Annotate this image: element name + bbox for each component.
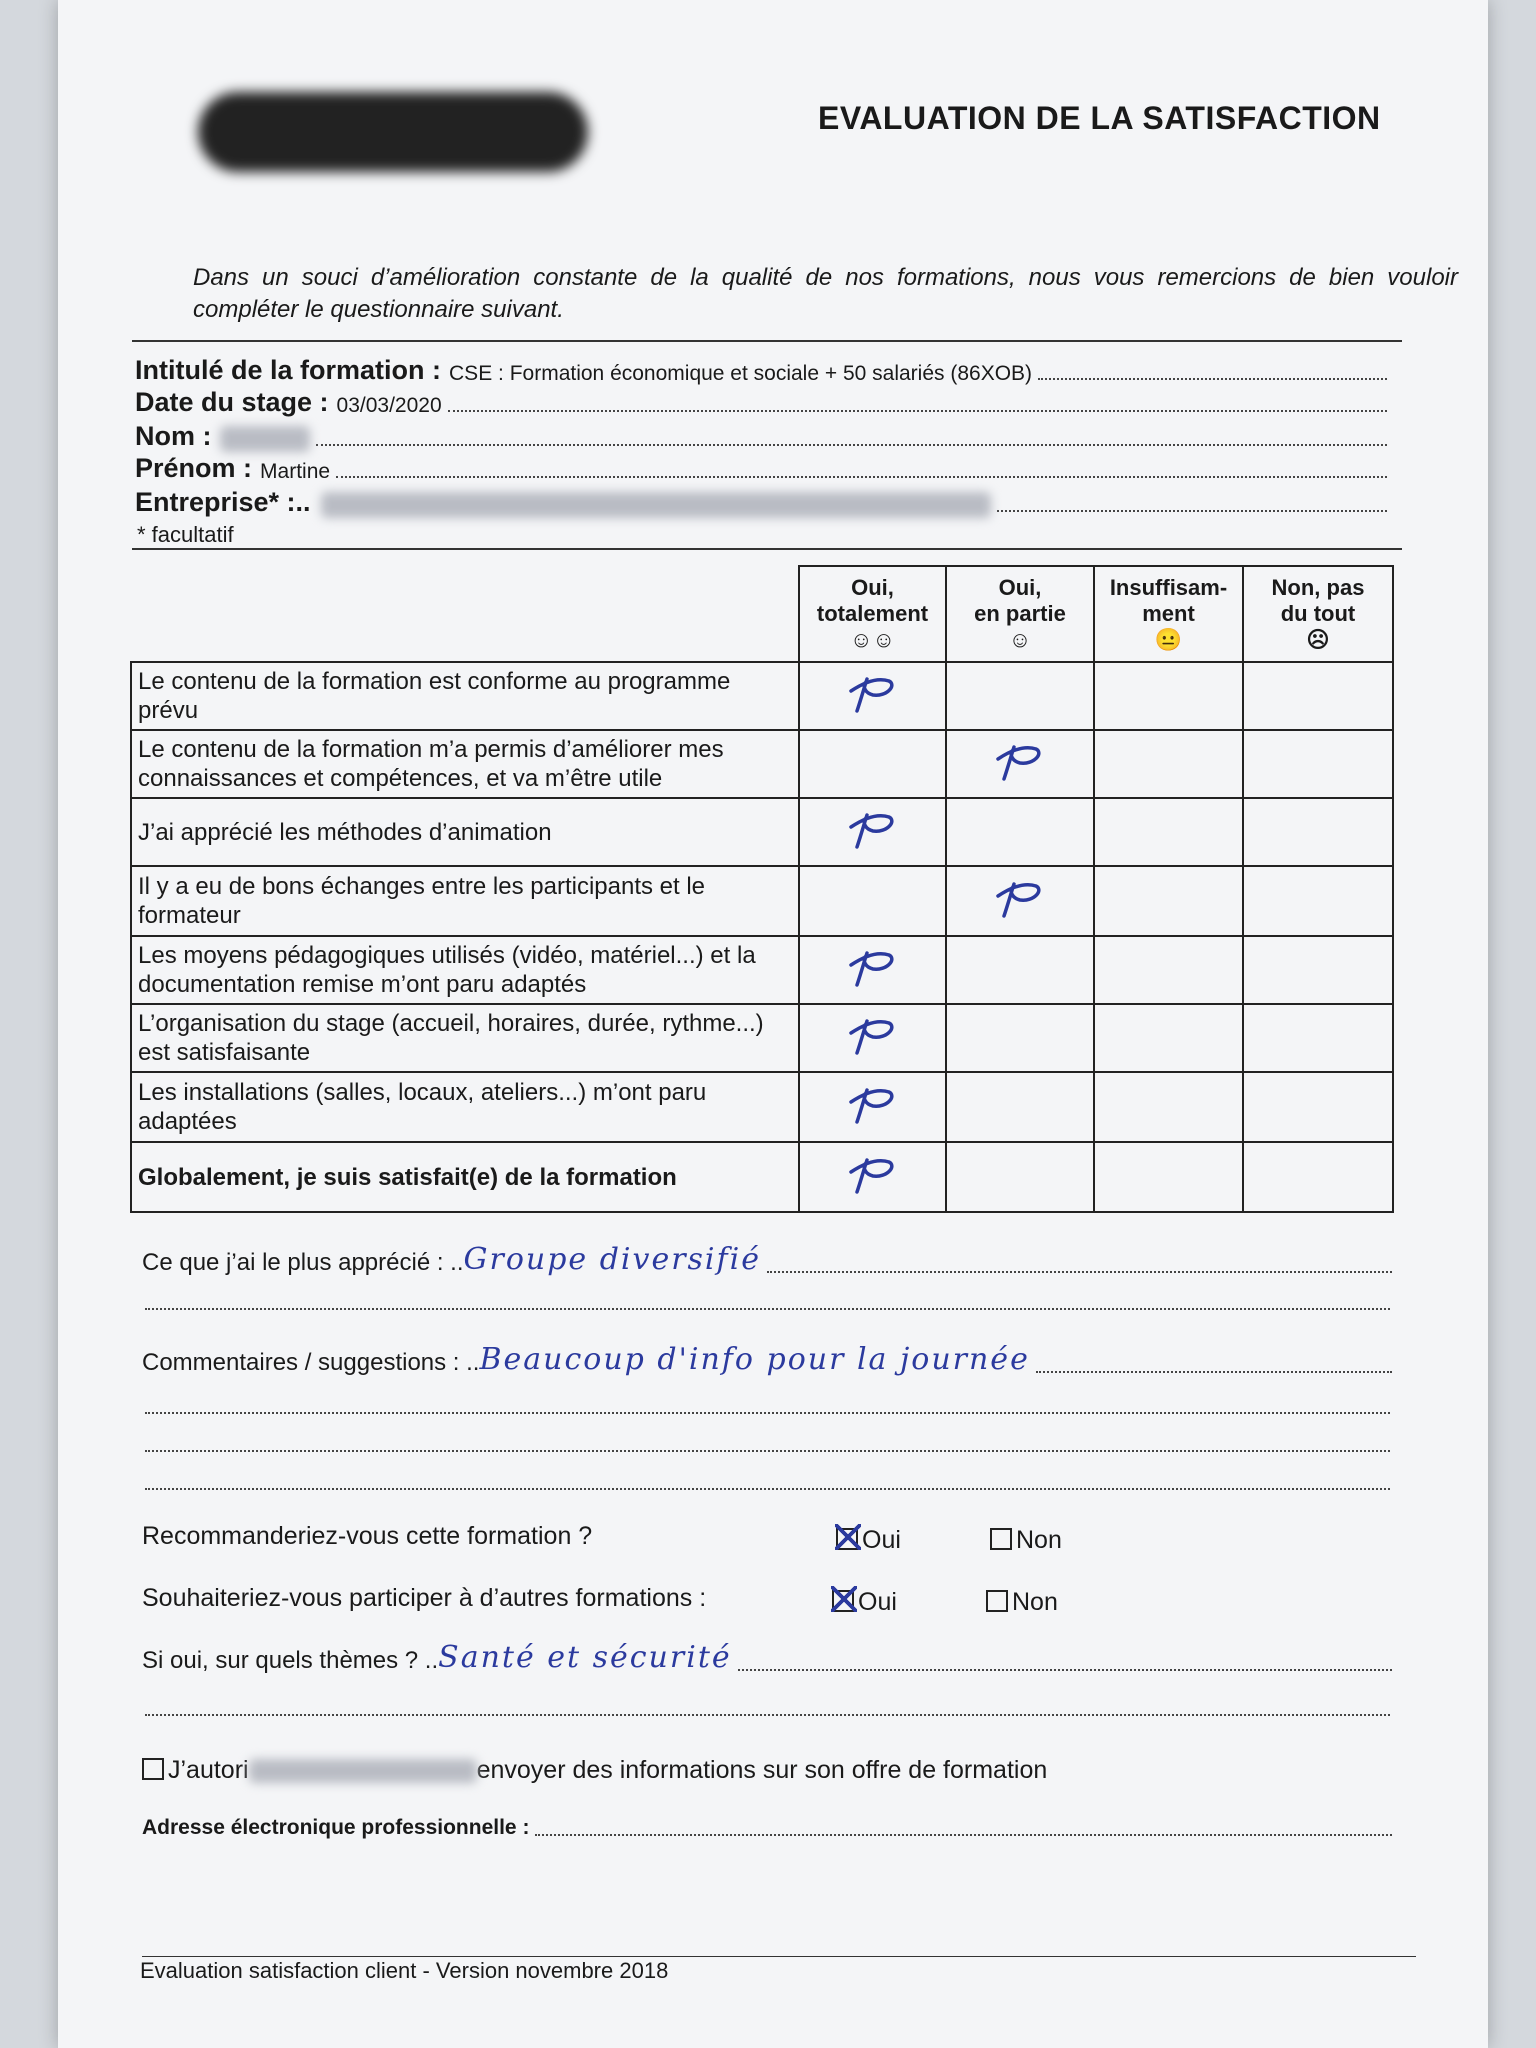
answer-cell[interactable]	[1243, 798, 1393, 866]
col-oui-totalement: Oui, totalement ☺☺	[799, 566, 946, 662]
answer-cell[interactable]	[946, 662, 1094, 730]
answer-cell[interactable]	[1243, 730, 1393, 798]
answer-cell[interactable]	[946, 730, 1094, 798]
question-text: Les installations (salles, locaux, ateliers...) m’ont paru adaptées	[131, 1072, 799, 1142]
table-row	[131, 866, 1393, 936]
divider	[132, 548, 1402, 550]
question-text: Le contenu de la formation est conforme au programme prévu	[131, 662, 799, 730]
checkmark-icon	[843, 1013, 903, 1059]
autres-non-option[interactable]: Non	[986, 1588, 1058, 1617]
table-row	[131, 936, 1393, 1004]
answer-cell[interactable]	[799, 1072, 946, 1142]
answer-cell[interactable]	[1094, 1004, 1243, 1072]
intitule-label: Intitulé de la formation :	[135, 355, 442, 385]
table-row	[131, 1004, 1393, 1072]
themes-answer: Santé et sécurité	[438, 1640, 732, 1675]
redacted-name	[220, 426, 310, 452]
checkbox-icon[interactable]	[990, 1528, 1012, 1550]
answer-cell[interactable]	[1243, 662, 1393, 730]
answer-cell[interactable]	[799, 1142, 946, 1212]
blurred-logo	[198, 92, 588, 172]
answer-cell[interactable]	[799, 866, 946, 936]
intro-text: Dans un souci d’amélioration constante de la qualité de nos formations, nous vous remercions de bien vouloir compléter le questionnaire suivant.	[193, 264, 1458, 323]
divider	[132, 340, 1402, 342]
checkmark-icon	[843, 671, 903, 717]
prenom-label: Prénom :	[135, 453, 253, 483]
autres-oui-option[interactable]: Oui	[832, 1588, 897, 1617]
answer-cell[interactable]	[1243, 1004, 1393, 1072]
answer-cell[interactable]	[946, 866, 1094, 936]
entreprise-label: Entreprise* :..	[135, 487, 311, 517]
date-field[interactable]	[135, 386, 1387, 418]
themes-label: Si oui, sur quels thèmes ? ..	[142, 1647, 439, 1674]
commentaires-answer: Beaucoup d'info pour la journée	[479, 1342, 1030, 1377]
answer-cell[interactable]	[1094, 798, 1243, 866]
prenom-field[interactable]	[135, 452, 1387, 484]
question-text: Le contenu de la formation m’a permis d’améliorer mes connaissances et compétences, et va m’être utile	[131, 730, 799, 798]
intitule-value: CSE : Formation économique et sociale + 50 salariés (86XOB)	[449, 362, 1033, 385]
table-row	[131, 662, 1393, 730]
checkmark-icon	[843, 1082, 903, 1128]
form-title: EVALUATION DE LA SATISFACTION	[818, 100, 1381, 136]
question-text: Globalement, je suis satisfait(e) de la formation	[131, 1142, 799, 1212]
themes-field[interactable]	[142, 1640, 1392, 1675]
col-non-pas-du-tout: Non, pas du tout ☹	[1243, 566, 1393, 662]
prenom-value: Martine	[260, 460, 331, 483]
checkmark-icon	[843, 807, 903, 853]
recommander-oui-option[interactable]: Oui	[836, 1526, 901, 1555]
answer-cell[interactable]	[1243, 936, 1393, 1004]
table-row	[131, 1142, 1393, 1212]
col-oui-en-partie: Oui, en partie ☺	[946, 566, 1094, 662]
table-header	[131, 566, 1393, 662]
question-text: L’organisation du stage (accueil, horaires, durée, rythme...) est satisfaisante	[131, 1004, 799, 1072]
answer-cell[interactable]	[799, 798, 946, 866]
checked-checkbox-icon[interactable]	[832, 1590, 854, 1612]
answer-cell[interactable]	[946, 798, 1094, 866]
autres-label: Souhaiteriez-vous participer à d’autres formations :	[142, 1584, 707, 1612]
answer-cell[interactable]	[1094, 730, 1243, 798]
question-text: J’ai apprécié les méthodes d’animation	[131, 798, 799, 866]
recommander-label: Recommanderiez-vous cette formation ?	[142, 1522, 593, 1550]
footer-divider	[142, 1956, 1416, 1957]
apprecie-label: Ce que j’ai le plus apprécié : ..	[142, 1249, 464, 1276]
recommander-non-option[interactable]: Non	[990, 1526, 1062, 1555]
redacted-org	[249, 1759, 477, 1783]
answer-cell[interactable]	[1094, 1142, 1243, 1212]
col-insuffisamment: Insuffisam- ment 😐	[1094, 566, 1243, 662]
commentaires-label: Commentaires / suggestions : ..	[142, 1349, 480, 1376]
apprecie-answer: Groupe diversifié	[463, 1242, 761, 1277]
checkbox-icon[interactable]	[142, 1758, 164, 1780]
answer-cell[interactable]	[799, 730, 946, 798]
question-text: Il y a eu de bons échanges entre les participants et le formateur	[131, 866, 799, 936]
answer-cell[interactable]	[799, 936, 946, 1004]
answer-cell[interactable]	[1094, 662, 1243, 730]
checkmark-icon	[843, 1152, 903, 1198]
checkmark-icon	[990, 739, 1050, 785]
answer-cell[interactable]	[1243, 1072, 1393, 1142]
checked-checkbox-icon[interactable]	[836, 1528, 858, 1550]
date-label: Date du stage :	[135, 387, 329, 417]
checkmark-icon	[843, 945, 903, 991]
answer-cell[interactable]	[946, 1072, 1094, 1142]
table-row	[131, 798, 1393, 866]
answer-cell[interactable]	[799, 1004, 946, 1072]
nom-label: Nom :	[135, 421, 212, 451]
apprecie-field[interactable]	[142, 1242, 1392, 1277]
commentaires-field[interactable]	[142, 1342, 1392, 1377]
email-label: Adresse électronique professionnelle :	[142, 1816, 530, 1839]
answer-cell[interactable]	[1243, 1142, 1393, 1212]
answer-cell[interactable]	[946, 936, 1094, 1004]
satisfaction-table	[130, 565, 1394, 1213]
email-field[interactable]	[142, 1816, 1392, 1840]
answer-cell[interactable]	[946, 1004, 1094, 1072]
answer-cell[interactable]	[1094, 866, 1243, 936]
answer-cell[interactable]	[1243, 866, 1393, 936]
footer-text: Evaluation satisfaction client - Version novembre 2018	[140, 1958, 669, 1983]
table-row	[131, 1072, 1393, 1142]
table-row	[131, 730, 1393, 798]
entreprise-field[interactable]	[135, 486, 1387, 518]
answer-cell[interactable]	[799, 662, 946, 730]
autorisation-field[interactable]: J’autori envoyer des informations sur son offre de formation	[142, 1756, 1047, 1785]
checkbox-icon[interactable]	[986, 1590, 1008, 1612]
optional-note: * facultatif	[137, 522, 234, 547]
answer-cell[interactable]	[1094, 1072, 1243, 1142]
date-value: 03/03/2020	[336, 394, 442, 417]
question-text: Les moyens pédagogiques utilisés (vidéo, matériel...) et la documentation remise m’ont paru adaptés	[131, 936, 799, 1004]
intitule-field[interactable]	[135, 354, 1387, 386]
nom-field[interactable]	[135, 420, 1387, 452]
answer-cell[interactable]	[946, 1142, 1094, 1212]
answer-cell[interactable]	[1094, 936, 1243, 1004]
checkmark-icon	[990, 876, 1050, 922]
redacted-company	[321, 492, 991, 518]
